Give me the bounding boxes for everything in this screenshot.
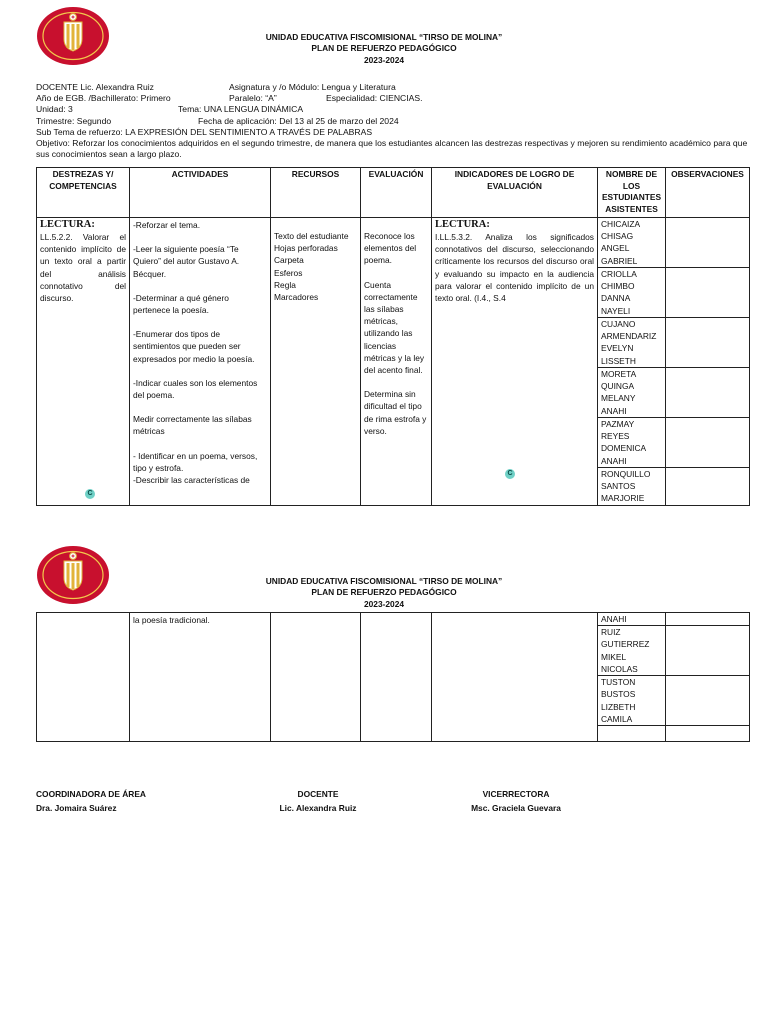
school-name: UNIDAD EDUCATIVA FISCOMISIONAL “TIRSO DE MOLINA” [265,32,503,42]
observation-cell [666,368,750,418]
unit-line: Unidad: 3 [36,104,73,115]
comment-badge-icon[interactable]: C [85,489,95,499]
student-name-cell [598,468,666,506]
skills-heading: LECTURA: [40,219,95,230]
student-name-line: LISSETH [601,355,636,366]
student-name-line: ANGEL [601,243,630,254]
objective-text: Objetivo: Reforzar los conocimientos adquiridos en el segundo trimestre, de manera que los estudiantes alcancen las destrezas respectivas y mejoren su rendimiento académico para que sus conocimientos sean a largo plazo. [36,138,748,160]
observation-cell [666,613,750,626]
subject-line: Asignatura y /o Módulo: Lengua y Literatura [229,82,396,92]
subtopic-line: Sub Tema de refuerzo: LA EXPRESIÓN DEL SENTIMIENTO A TRAVÉS DE PALABRAS [36,126,373,137]
plan-title: PLAN DE REFUERZO PEDAGÓGICO [311,587,457,598]
signature-role: DOCENTE [297,789,339,799]
student-name-line: ARMENDARIZ [601,331,657,342]
plan-title: PLAN DE REFUERZO PEDAGÓGICO [311,43,457,54]
indicator-heading: LECTURA: [435,219,490,230]
student-name-cell [598,726,666,742]
indicators-cell [432,218,598,506]
student-name-line: RONQUILLO [601,469,651,479]
signature-role: VICERRECTORA [482,789,550,799]
resource-item: Texto del estudiante [274,231,349,241]
student-name-line: CHICAIZA [601,219,641,229]
student-name-line: RUIZ [601,627,621,638]
student-name-line: QUINGA [601,381,635,392]
header-resources: RECURSOS [271,168,361,218]
parallel-line: Paralelo: “A” [229,93,277,104]
evaluation-item: Reconoce los elementos del poema. [364,231,417,266]
student-name-line: CRIOLLA [601,269,637,279]
activity-item: la poesía tradicional. [133,615,210,625]
student-name-line: DANNA [601,293,631,304]
student-name-line: MIKEL [601,651,627,662]
observation-cell [666,268,750,318]
resource-item: Regla [274,279,296,290]
student-name-cell [598,268,666,318]
evaluation-cell-cont [361,613,432,742]
school-name: UNIDAD EDUCATIVA FISCOMISIONAL “TIRSO DE MOLINA” [265,576,503,586]
header-observations: OBSERVACIONES [666,168,750,218]
student-name-line: NAYELI [601,305,631,316]
observation-cell [666,418,750,468]
student-name-cell [598,613,666,626]
student-name-cell [598,218,666,268]
resources-cell-cont [271,613,361,742]
activity-item: - Identificar en un poema, versos, tipo y estrofa. [133,450,258,473]
resource-item: Marcadores [274,292,319,303]
skills-text: LL.5.2.2. Valorar el contenido implícito de un texto oral a partir del análisis connotativo del discurso. [40,232,126,304]
school-year: 2023-2024 [363,598,405,609]
student-name-line: ANAHI [601,405,627,416]
skills-cell-cont [37,613,130,742]
grade-line: Año de EGB. /Bachillerato: Primero [36,93,171,104]
indicator-text: I.LL.5.3.2. Analiza los significados connotativos del discurso, seleccionando críticamente los recursos del discurso oral y evaluando su impacto en la audiencia para valorar el contenido implícito de un texto oral. (I.4., S.4 [435,232,594,304]
student-name-line: TUSTON [601,677,636,688]
observation-cell [666,676,750,726]
signature-coordinator [36,787,146,815]
resource-item: Carpeta [274,255,304,266]
teacher-line: DOCENTE Lic. Alexandra Ruiz [36,82,154,92]
comment-badge-icon[interactable]: C [505,469,515,479]
student-name-line: CHISAG [601,231,634,242]
activity-item: -Leer la siguiente poesía “Te Quiero” del autor Gustavo A. Bécquer. [133,244,240,279]
student-name-line: DOMENICA [601,443,647,454]
date-line: Fecha de aplicación: Del 13 al 25 de marzo del 2024 [198,115,399,126]
student-name-line: MARJORIE [601,493,645,504]
student-name-line: BUSTOS [601,689,636,700]
evaluation-item: Determina sin dificultad el tipo de rima estrofa y verso. [364,389,427,436]
school-year: 2023-2024 [363,54,405,65]
student-name-line: ANAHI [601,614,627,624]
signature-vice-rector [466,787,566,815]
student-name-cell [598,626,666,676]
signature-name: Dra. Jomaira Suárez [36,803,117,813]
activities-cell [130,218,271,506]
student-name-line: ANAHI [601,455,627,466]
student-name-cell [598,368,666,418]
observation-cell [666,468,750,506]
student-name-cell [598,418,666,468]
activity-item: -Indicar cuales son los elementos del poema. [133,377,258,401]
activity-item: -Reforzar el tema. [133,220,201,230]
student-name-line: NICOLAS [601,663,638,674]
plan-table-page2 [36,612,750,742]
signature-role: COORDINADORA DE ÁREA [36,789,146,799]
observation-cell [666,626,750,676]
signature-name: Lic. Alexandra Ruiz [279,803,357,813]
observation-cell [666,726,750,742]
student-name-line: EVELYN [601,343,634,354]
student-name-line: GABRIEL [601,255,638,266]
theme-line: Tema: UNA LENGUA DINÁMICA [178,104,304,115]
student-name-line: CHIMBO [601,281,635,292]
student-name-line: PAZMAY [601,419,635,429]
skills-cell [37,218,130,506]
header-evaluation: EVALUACIÓN [361,168,432,218]
student-name-cell [598,318,666,368]
student-name-line: REYES [601,431,630,442]
student-name-line: LIZBETH [601,701,636,712]
resources-cell [271,218,361,506]
indicators-cell-cont [432,613,598,742]
plan-table-page1 [36,167,750,506]
resource-item: Hojas perforadas [274,243,338,254]
observation-cell [666,218,750,268]
signature-name: Msc. Graciela Guevara [471,803,561,813]
activities-cell-cont [130,613,271,742]
header-students: NOMBRE DE LOS ESTUDIANTES ASISTENTES [598,168,666,218]
student-name-line: MORETA [601,369,637,379]
activity-item: -Determinar a qué género pertenece la poesía. [133,292,229,316]
header-skills: DESTREZAS Y/ COMPETENCIAS [37,168,130,218]
header-activities: ACTIVIDADES [130,168,271,218]
specialty-line: Especialidad: CIENCIAS. [326,93,423,104]
student-name-cell [598,676,666,726]
activity-item: -Describir las características de [133,475,250,486]
student-name-line: CAMILA [601,713,633,724]
student-name-line: CUJANO [601,319,636,329]
evaluation-item: Cuenta correctamente las sílabas métricas, utilizando las licencias métricas y la ley del acento final. [364,279,425,376]
evaluation-cell [361,218,432,506]
activity-item: -Enumerar dos tipos de sentimientos que pueden ser expresados por medio la poesía. [133,329,255,364]
signature-teacher [278,787,358,815]
header-indicators: INDICADORES DE LOGRO DE EVALUACIÓN [432,168,598,218]
activity-item: Medir correctamente las sílabas métricas [133,414,252,437]
term-line: Trimestre: Segundo [36,115,112,126]
observation-cell [666,318,750,368]
student-name-line: GUTIERREZ [601,639,650,650]
resource-item: Esferos [274,267,303,278]
student-name-line: MELANY [601,393,636,404]
student-name-line: SANTOS [601,481,636,492]
